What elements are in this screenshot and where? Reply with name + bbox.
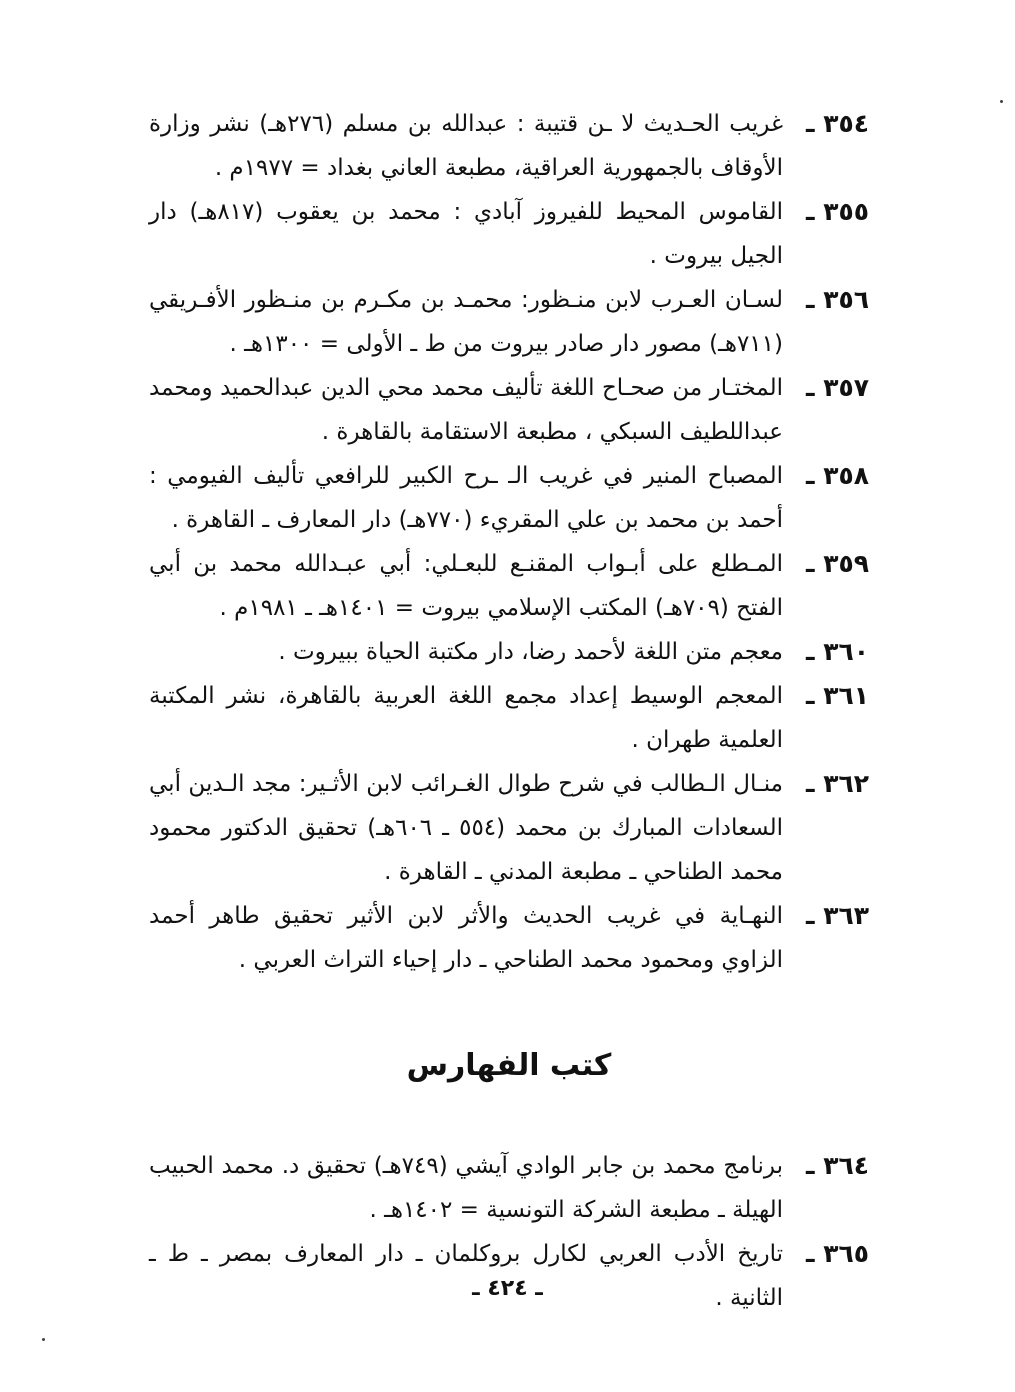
entry-363 [149,894,869,982]
section-heading: كتب الفهارس [406,1048,612,1083]
entry-355 [149,190,869,278]
entry-number: ٣٥٧ ـ [805,373,869,402]
entry-358 [149,454,869,542]
dictionary-entries [149,102,869,982]
entry-text: النهـاية في غريب الحديث والأثر لابن الأثير تحقيق طاهر أحمد الزاوي ومحمود محمد الطناحي ـ دار إحياء التراث العربي . [149,903,783,973]
entry-text: منـال الـطالب في شرح طوال الغـرائب لابن الأثـير: مجد الـدين أبي السعادات المبارك بن محمد (٥٥٤ ـ ٦٠٦هـ) تحقيق الدكتور محمود محمد الطناحي ـ مطبعة المدني ـ القاهرة . [149,771,783,885]
entry-356 [149,278,869,366]
entry-number: ٣٦٢ ـ [805,769,869,798]
entry-text: تاريخ الأدب العربي لكارل بروكلمان ـ دار المعارف بمصر ـ ط ـ الثانية . [149,1241,783,1311]
entry-text: المختـار من صحـاح اللغة تأليف محمد محي الدين عبدالحميد ومحمد عبداللطيف السبكي ، مطبعة الاستقامة بالقاهرة . [149,375,783,445]
entry-number: ٣٥٤ ـ [805,109,869,138]
entry-text: المـطلع على أبـواب المقنـع للبعـلي: أبي عبـدالله محمد بن أبي الفتح (٧٠٩هـ) المكتب الإسلامي بيروت = ١٤٠١هـ ـ ١٩٨١م . [149,551,783,621]
entry-357 [149,366,869,454]
scan-speck [1000,100,1003,103]
entry-364 [149,1144,869,1232]
entry-text: المعجم الوسيط إعداد مجمع اللغة العربية بالقاهرة، نشر المكتبة العلمية طهران . [149,683,783,753]
entry-number: ٣٥٩ ـ [805,549,869,578]
entry-number: ٣٦١ ـ [805,681,869,710]
entry-text: المصباح المنير في غريب الـ ـرح الكبير للرافعي تأليف الفيومي : أحمد بن محمد بن علي المقريء (٧٧٠هـ) دار المعارف ـ القاهرة . [149,463,783,533]
entry-359 [149,542,869,630]
entry-354 [149,102,869,190]
entry-number: ٣٦٤ ـ [805,1151,869,1180]
entry-text: معجم متن اللغة لأحمد رضا، دار مكتبة الحياة ببيروت . [278,639,783,665]
entry-text: غريب الحـديث لا ـن قتيبة : عبدالله بن مسلم (٢٧٦هـ) نشر وزارة الأوقاف بالجمهورية العراقية، مطبعة العاني بغداد = ١٩٧٧م . [149,111,783,181]
entry-number: ٣٦٥ ـ [805,1239,869,1268]
entry-number: ٣٥٥ ـ [805,197,869,226]
entry-360 [149,630,869,674]
entry-362 [149,762,869,894]
entry-number: ٣٥٨ ـ [805,461,869,490]
entry-number: ٣٦٣ ـ [805,901,869,930]
page-content [149,102,869,1320]
entry-361 [149,674,869,762]
entry-text: لسـان العـرب لابن منـظور: محمـد بن مكـرم بن منـظور الأفـريقي (٧١١هـ) مصور دار صادر بيروت من ط ـ الأولى = ١٣٠٠هـ . [149,287,783,357]
scan-speck [42,1338,45,1341]
entry-text: برنامج محمد بن جابر الوادي آيشي (٧٤٩هـ) تحقيق د. محمد الحبيب الهيلة ـ مطبعة الشركة التونسية = ١٤٠٢هـ . [149,1153,783,1223]
page-number: ـ ٤٢٤ ـ [472,1276,543,1301]
entry-text: القاموس المحيط للفيروز آبادي : محمد بن يعقوب (٨١٧هـ) دار الجيل بيروت . [149,199,783,269]
entry-number: ٣٦٠ ـ [805,637,869,666]
entry-number: ٣٥٦ ـ [805,285,869,314]
